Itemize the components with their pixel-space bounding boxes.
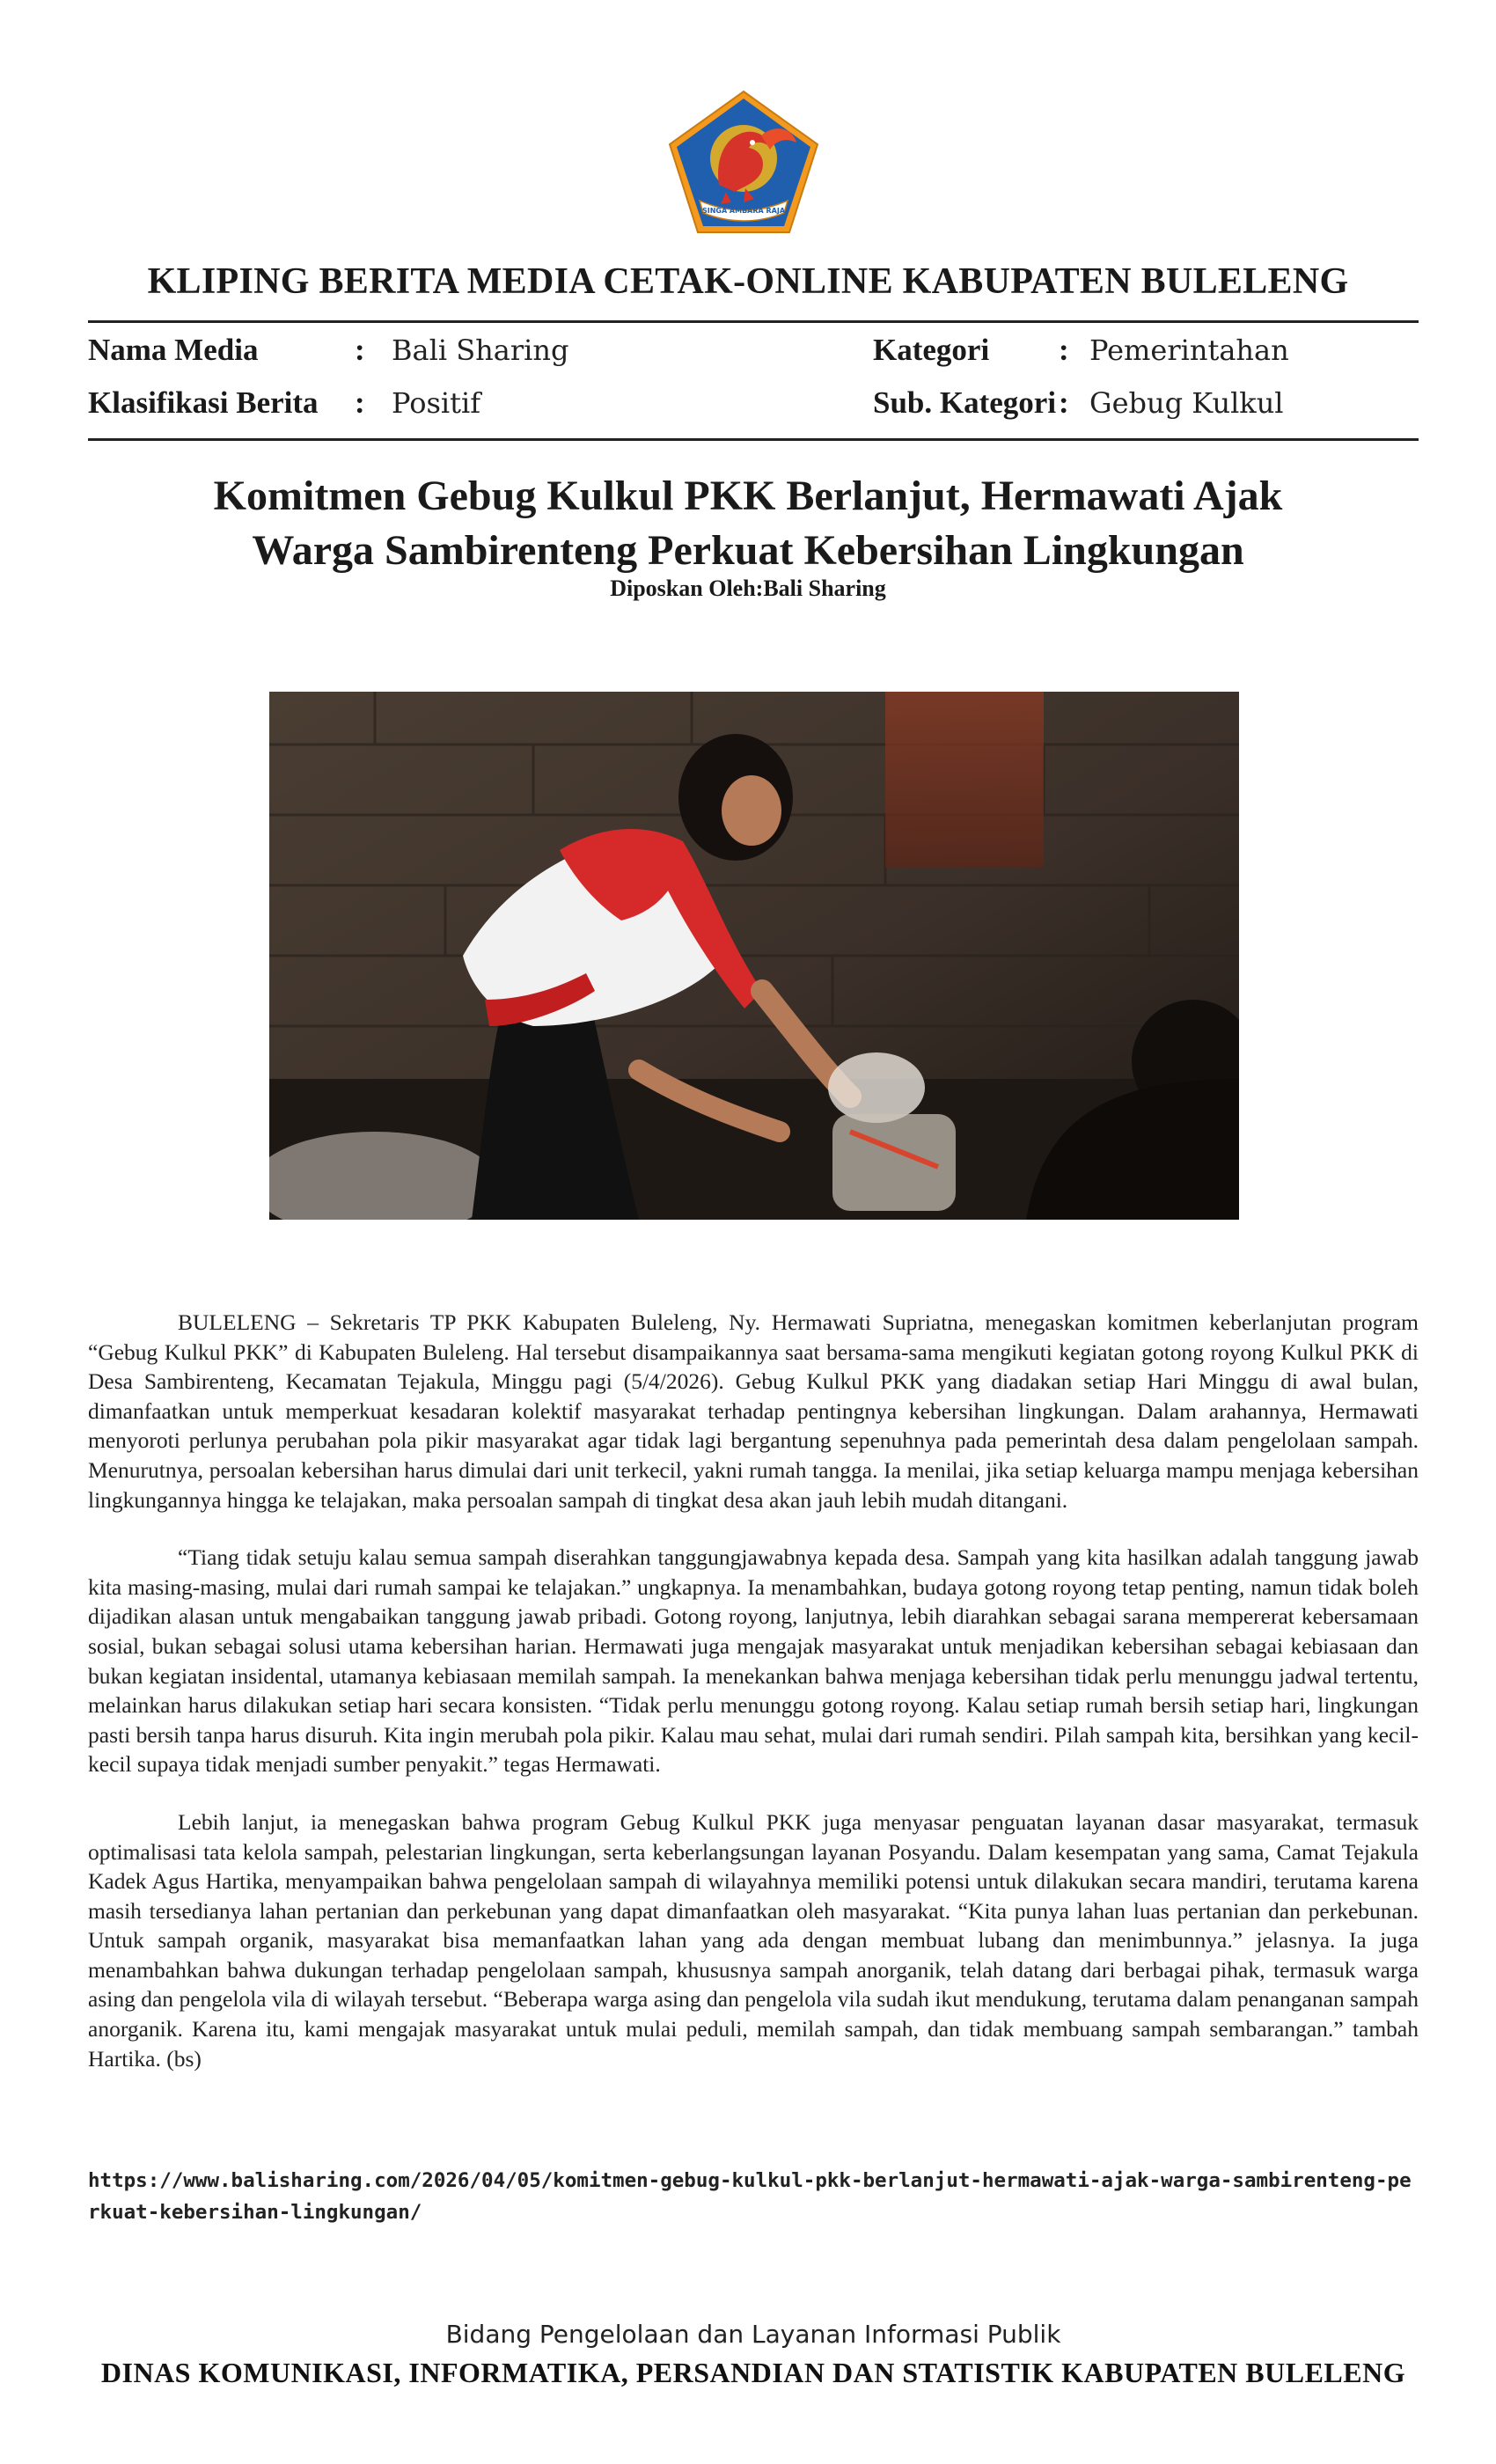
article-title-line-2: Warga Sambirenteng Perkuat Kebersihan Lingkungan — [252, 527, 1244, 574]
page-header-title: KLIPING BERITA MEDIA CETAK-ONLINE KABUPATEN BULELENG — [147, 261, 1349, 302]
meta-colon: : — [1059, 385, 1069, 420]
category-label: Kategori — [873, 333, 990, 367]
media-value: Bali Sharing — [392, 334, 569, 367]
article-title — [132, 469, 1364, 578]
article-paragraph-2: “Tiang tidak setuju kalau semua sampah diserahkan tanggungjawabnya kepada desa. Sampah yang kita hasilkan adalah tanggung jawab kita masing-masing, mulai dari rumah sampai ke telajakan.” ungkapnya. Ia menambahkan, budaya gotong royong tetap penting, namun tidak boleh dijadikan alasan untuk mengabaikan tanggung jawab pribadi. Gotong royong, lanjutnya, lebih diarahkan sebagai sarana mempererat kebersamaan sosial, bukan sebagai solusi utama kebersihan harian. Hermawati juga mengajak masyarakat untuk menjadikan kebersihan sebagai kebiasaan dan bukan kegiatan insidental, utamanya kebiasaan memilah sampah. Ia menekankan bahwa menjaga kebersihan tidak perlu menunggu jadwal tertentu, melainkan harus dilakukan setiap hari secara konsisten. “Tidak perlu menunggu gotong royong. Kalau setiap rumah bersih setiap hari, lingkungan pasti bersih tanpa harus disuruh. Kita ingin merubah pola pikir. Kalau mau sehat, mulai dari rumah sendiri. Pilah sampah kita, bersihkan yang kecil-kecil supaya tidak menjadi sumber penyakit.” tegas Hermawati. — [88, 1544, 1419, 1778]
article-photo — [269, 692, 1239, 1220]
header-divider-top — [88, 320, 1419, 323]
classification-label: Klasifikasi Berita — [88, 385, 319, 420]
classification-value: Positif — [392, 386, 481, 420]
subcategory-label: Sub. Kategori — [873, 385, 1057, 420]
regency-crest-logo — [664, 88, 823, 238]
article-title-line-1: Komitmen Gebug Kulkul PKK Berlanjut, Hermawati Ajak — [213, 473, 1283, 519]
buleleng-regency-crest-icon — [664, 88, 823, 238]
footer-agency: DINAS KOMUNIKASI, INFORMATIKA, PERSANDIAN DAN STATISTIK KABUPATEN BULELENG — [100, 2357, 1406, 2388]
media-label: Nama Media — [88, 333, 259, 367]
category-value: Pemerintahan — [1089, 334, 1289, 367]
subcategory-value: Gebug Kulkul — [1089, 386, 1284, 420]
meta-row-media — [88, 327, 1419, 373]
article-paragraph-1: BULELENG – Sekretaris TP PKK Kabupaten Buleleng, Ny. Hermawati Supriatna, menegaskan komitmen keberlanjutan program “Gebug Kulkul PKK” di Kabupaten Buleleng. Hal tersebut disampaikannya saat bersama-sama mengikuti kegiatan gotong royong Kulkul PKK di Desa Sambirenteng, Kecamatan Tejakula, Minggu pagi (5/4/2026). Gebug Kulkul PKK yang diadakan setiap Hari Minggu di awal bulan, dimanfaatkan untuk memperkuat kesadaran kolektif masyarakat terhadap pentingnya kebersihan lingkungan. Dalam arahannya, Hermawati menyoroti perlunya perubahan pola pikir masyarakat agar tidak lagi bergantung sepenuhnya pada pemerintah desa dalam pengelolaan sampah. Menurutnya, persoalan kebersihan harus dimulai dari unit terkecil, yakni rumah tangga. Ia menilai, jika setiap keluarga mampu menjaga kebersihan lingkungannya hingga ke telajakan, maka persoalan sampah di tingkat desa akan jauh lebih mudah ditangani. — [88, 1309, 1419, 1513]
header-divider-bottom — [88, 438, 1419, 441]
article-body — [88, 1308, 1419, 2101]
source-link[interactable]: https://www.balisharing.com/2026/04/05/komitmen-gebug-kulkul-pkk-berlanjut-hermawati-ajak-warga-sambirenteng-perkuat-kebersihan-lingkungan/ — [88, 2169, 1412, 2224]
meta-colon: : — [355, 333, 365, 367]
crest-motto: SINGA AMBARA RAJA — [701, 207, 786, 215]
meta-row-classification — [88, 380, 1419, 426]
meta-colon: : — [1059, 333, 1069, 367]
footer-department: Bidang Pengelolaan dan Layanan Informasi Publik — [445, 2320, 1061, 2349]
article-paragraph-3: Lebih lanjut, ia menegaskan bahwa program Gebug Kulkul PKK juga menyasar penguatan layanan dasar masyarakat, termasuk optimalisasi tata kelola sampah, pelestarian lingkungan, serta keberlangsungan layanan Posyandu. Dalam kesempatan yang sama, Camat Tejakula Kadek Agus Hartika, menyampaikan bahwa pengelolaan sampah di wilayahnya memiliki potensi untuk dilakukan secara mandiri, terutama karena masih tersedianya lahan pertanian dan perkebunan yang dapat dimanfaatkan oleh masyarakat. “Kita punya lahan luas pertanian dan perkebunan. Untuk sampah organik, masyarakat bisa memanfaatkan lahan yang ada dengan membuat lubang dan menimbunnya.” jelasnya. Ia juga menambahkan bahwa dukungan terhadap pengelolaan sampah, khususnya sampah anorganik, telah datang dari berbagai pihak, termasuk warga asing dan pengelola vila di wilayah tersebut. “Beberapa warga asing dan pengelola vila sudah ikut mendukung, terutama dalam penanganan sampah anorganik. Karena itu, kami mengajak masyarakat untuk mulai peduli, memilah sampah, dan tidak membuang sampah sembarangan.” tambah Hartika. (bs) — [88, 1808, 1419, 2072]
meta-colon: : — [355, 385, 365, 420]
article-byline: Diposkan Oleh:Bali Sharing — [610, 576, 886, 601]
